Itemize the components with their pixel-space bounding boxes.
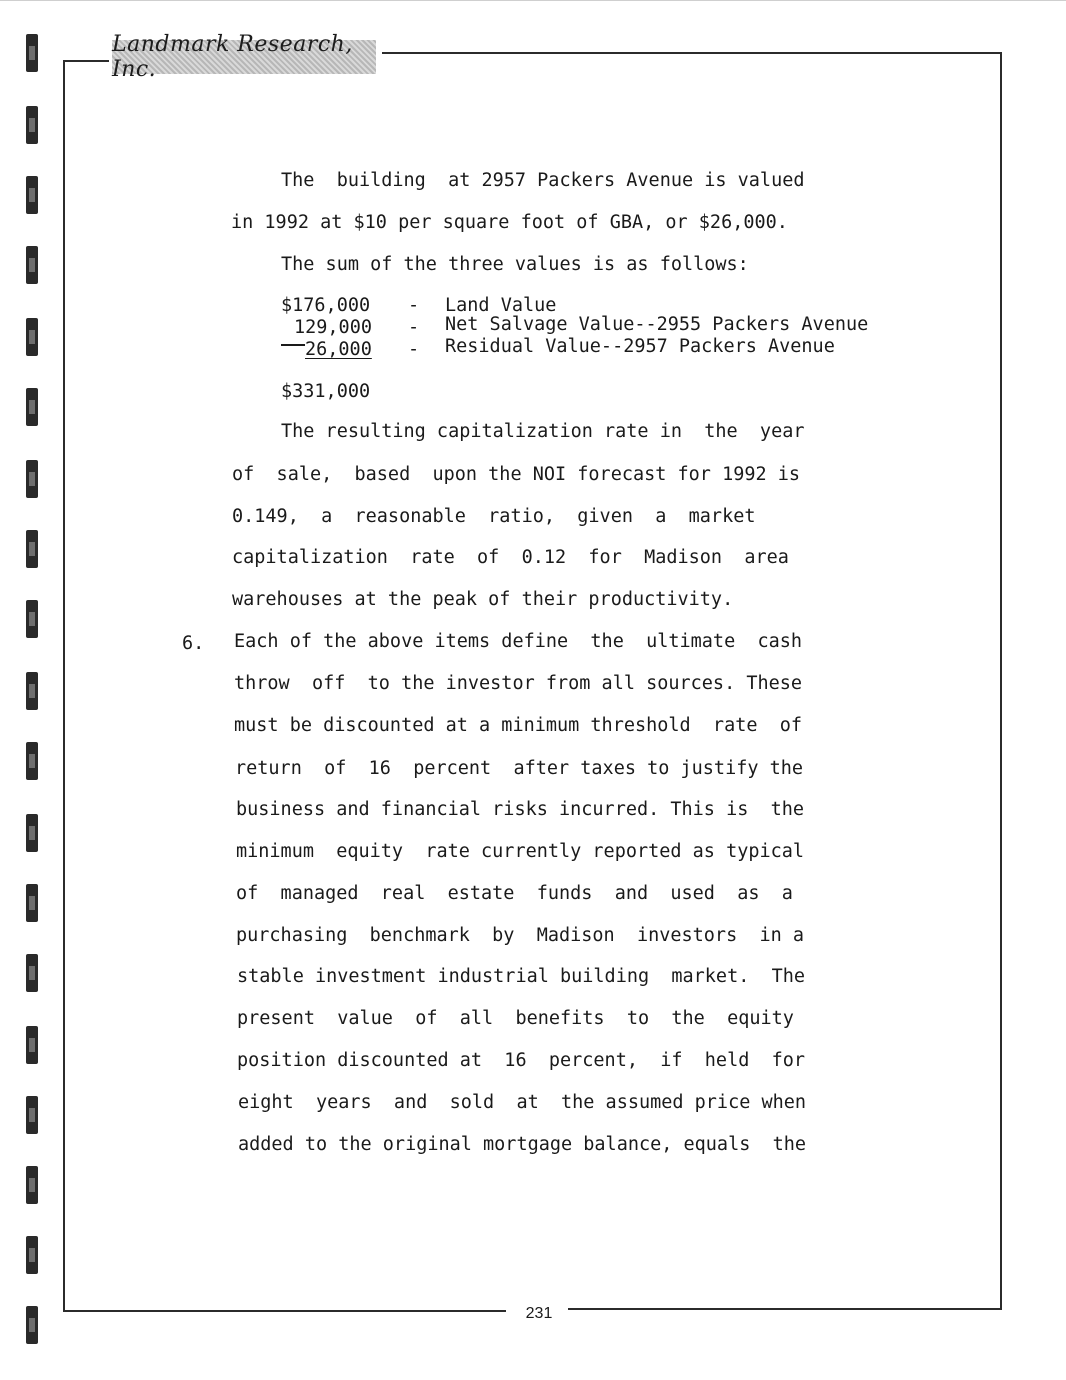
value-amount: 26,000 xyxy=(305,339,372,360)
underline-rule xyxy=(281,344,305,346)
binder-hole xyxy=(26,1166,38,1204)
frame-rule xyxy=(382,52,1002,54)
frame-rule xyxy=(63,60,65,1312)
binder-hole xyxy=(26,460,38,498)
paragraph-line: The building at 2957 Packers Avenue is valued xyxy=(281,170,805,191)
item-line: present value of all benefits to the equity xyxy=(237,1008,794,1029)
binder-hole xyxy=(26,246,38,284)
frame-rule xyxy=(568,1308,1002,1310)
value-dash: - xyxy=(408,317,420,338)
value-description: Net Salvage Value--2955 Packers Avenue xyxy=(445,314,869,335)
binder-holes xyxy=(24,30,44,1370)
frame-rule xyxy=(63,60,109,62)
item-line: throw off to the investor from all sources. These xyxy=(234,673,803,694)
item-line: must be discounted at a minimum threshold rate of xyxy=(234,715,803,736)
page-number: 231 xyxy=(525,1305,553,1322)
value-amount: $176,000 xyxy=(281,295,371,316)
binder-hole xyxy=(26,1096,38,1134)
frame-rule xyxy=(1000,52,1002,1310)
paragraph-line: of sale, based upon the NOI forecast for 1992 is xyxy=(232,464,801,485)
binder-hole xyxy=(26,884,38,922)
paragraph-line: in 1992 at $10 per square foot of GBA, or $26,000. xyxy=(231,212,788,233)
binder-hole xyxy=(26,672,38,710)
item-line: position discounted at 16 percent, if held for xyxy=(237,1050,806,1071)
item-line: added to the original mortgage balance, equals the xyxy=(238,1134,807,1155)
item-line: business and financial risks incurred. This is the xyxy=(236,799,805,820)
binder-hole xyxy=(26,1236,38,1274)
paragraph-line: 0.149, a reasonable ratio, given a market xyxy=(232,506,756,527)
paragraph-line: warehouses at the peak of their productivity. xyxy=(232,589,734,610)
item-line: return of 16 percent after taxes to justify the xyxy=(235,758,804,779)
binder-hole xyxy=(26,600,38,638)
binder-hole xyxy=(26,954,38,992)
logo-text: Landmark Research, Inc. xyxy=(112,32,353,82)
paragraph-line: capitalization rate of 0.12 for Madison area xyxy=(232,547,789,568)
total-value: $331,000 xyxy=(281,381,371,402)
sum-intro: The sum of the three values is as follows: xyxy=(281,254,749,275)
company-logo xyxy=(112,32,376,82)
binder-hole xyxy=(26,34,38,72)
value-dash: - xyxy=(408,339,420,360)
item-line: eight years and sold at the assumed price when xyxy=(238,1092,807,1113)
binder-hole xyxy=(26,814,38,852)
value-description: Land Value xyxy=(445,295,557,316)
binder-hole xyxy=(26,530,38,568)
binder-hole xyxy=(26,176,38,214)
item-number: 6. xyxy=(182,633,205,654)
binder-hole xyxy=(26,388,38,426)
binder-hole xyxy=(26,742,38,780)
value-amount: 129,000 xyxy=(294,317,372,338)
binder-hole xyxy=(26,1306,38,1344)
item-line: minimum equity rate currently reported as typical xyxy=(236,841,805,862)
item-line: stable investment industrial building market. The xyxy=(237,966,806,987)
item-line: purchasing benchmark by Madison investors in a xyxy=(236,925,805,946)
paragraph-line: The resulting capitalization rate in the year xyxy=(281,421,805,442)
item-line: Each of the above items define the ultimate cash xyxy=(234,631,803,652)
value-dash: - xyxy=(408,295,420,316)
item-line: of managed real estate funds and used as a xyxy=(236,883,793,904)
top-edge-rule xyxy=(0,0,1066,1)
binder-hole xyxy=(26,106,38,144)
frame-rule xyxy=(63,1310,506,1312)
binder-hole xyxy=(26,1026,38,1064)
binder-hole xyxy=(26,318,38,356)
value-description: Residual Value--2957 Packers Avenue xyxy=(445,336,835,357)
